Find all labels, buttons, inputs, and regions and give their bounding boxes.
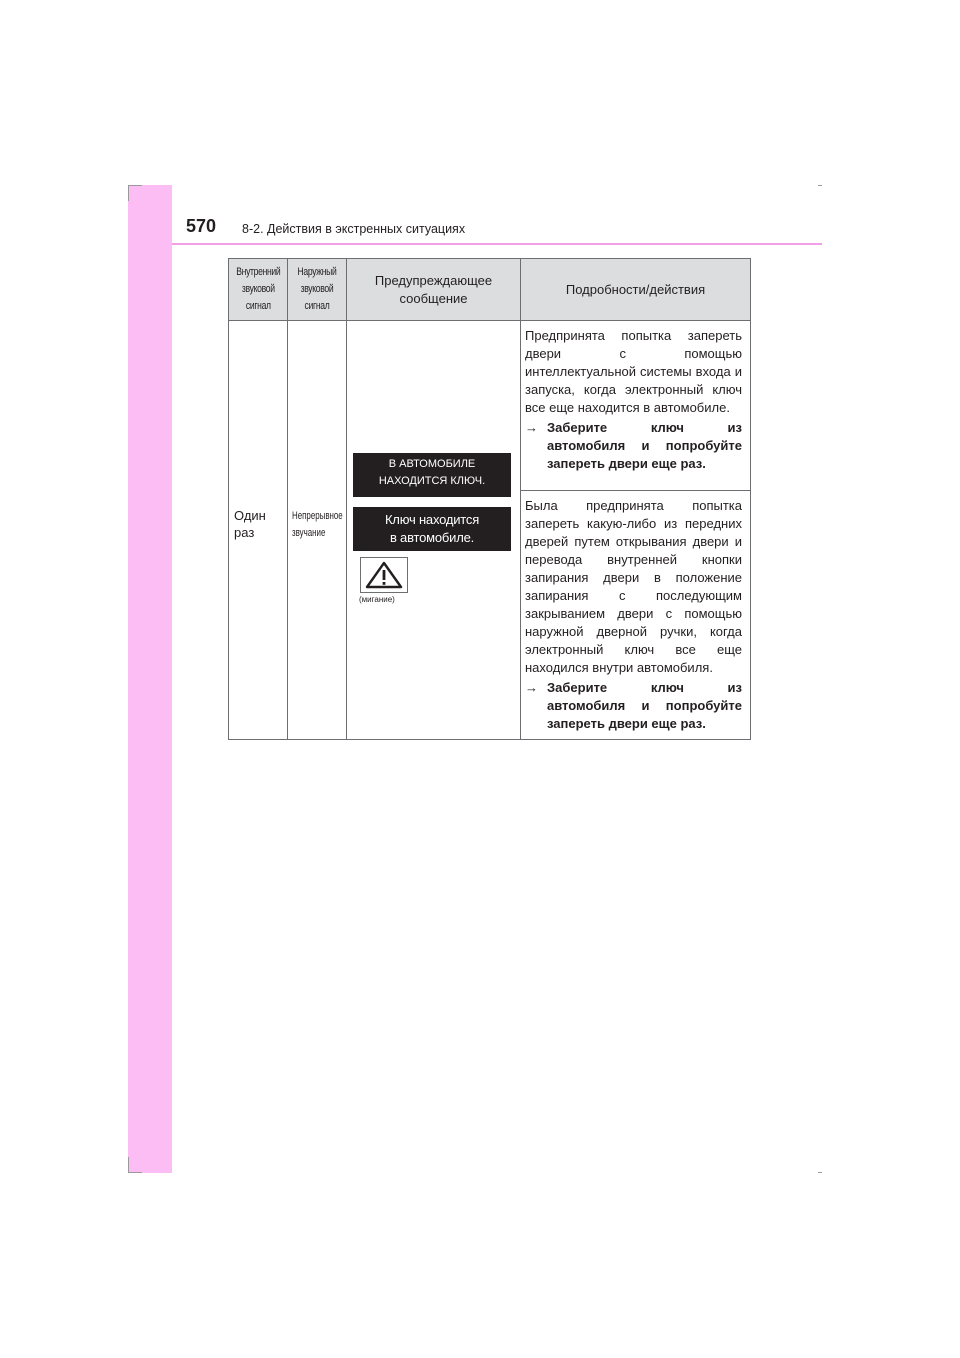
header-line: Внутренний [235, 266, 281, 278]
message-cell [347, 321, 521, 740]
internal-signal-cell [229, 321, 288, 740]
action-item [525, 679, 742, 733]
header-rule [172, 243, 822, 245]
display-line: В АВТОМОБИЛЕ [388, 458, 476, 470]
arrow-icon: → [525, 420, 538, 435]
header-line: сигнал [245, 300, 271, 312]
details-cell-2 [521, 491, 751, 740]
external-signal-line: звучание [292, 527, 326, 539]
table-header-row [229, 259, 751, 321]
display-line: НАХОДИТСЯ КЛЮЧ. [378, 475, 486, 487]
display-message-1 [353, 453, 511, 497]
arrow-icon: → [525, 680, 538, 695]
external-signal-cell [288, 321, 347, 740]
crop-mark [128, 185, 142, 186]
header-line: сообщение [399, 290, 468, 306]
page-number: 570 [186, 216, 217, 236]
warning-triangle-icon [360, 557, 408, 593]
detail-text: Была предпринята попытка запереть какую-либо из передних дверей путем открывания двери и перевода внутренней кнопки запирания двери в положение запирания с последующим закрыванием двери с помощью наружной дверной ручки, когда электронный ключ все еще находился внутри автомобиля. [525, 498, 742, 675]
col-header-message [347, 259, 521, 321]
display-message-2 [353, 507, 511, 551]
crop-mark [818, 185, 822, 186]
blink-label: (мигание) [359, 595, 395, 604]
crop-mark [818, 1172, 822, 1173]
section-title: 8-2. Действия в экстренных ситуациях [242, 222, 466, 236]
external-signal-line: Непрерывное [292, 510, 343, 522]
action-item [525, 419, 742, 473]
col-header-details: Подробности/действия [521, 259, 751, 321]
side-tab [128, 185, 172, 1173]
detail-text: Предпринята попытка запереть двери с помощью интеллектуальной системы входа и запуска, когда электронный ключ все еще находится в автомобиле. [525, 328, 742, 415]
crop-mark [128, 1172, 142, 1173]
table-row [229, 321, 751, 491]
header-line: звуковой [241, 283, 275, 295]
external-signal-text [292, 508, 343, 542]
header-line: Наружный [297, 266, 337, 278]
warning-table [228, 258, 751, 740]
details-cell-1 [521, 321, 751, 491]
crop-mark [128, 185, 129, 201]
display-line: в автомобиле. [389, 530, 475, 545]
col-header-internal [229, 259, 288, 321]
action-text: Заберите ключ из автомобиля и попробуйте запереть двери еще раз. [547, 680, 742, 731]
header-line: сигнал [304, 300, 330, 312]
header-line: звуковой [300, 283, 334, 295]
internal-signal-text: Один раз [234, 508, 266, 540]
crop-mark [128, 1157, 129, 1173]
header-line: Предупреждающее [374, 272, 493, 288]
action-text: Заберите ключ из автомобиля и попробуйте запереть двери еще раз. [547, 420, 742, 471]
display-line: Ключ находится [384, 512, 480, 527]
col-header-external [288, 259, 347, 321]
